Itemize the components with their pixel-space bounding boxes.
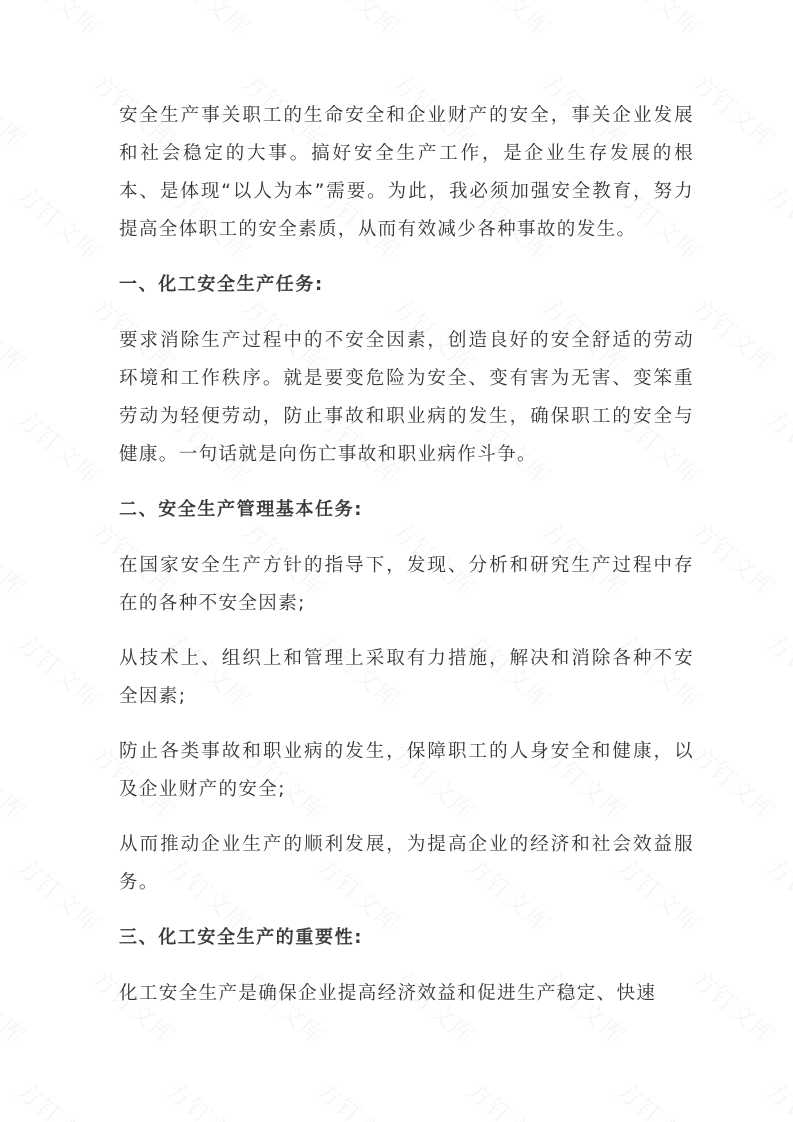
- watermark-text: [10, 400, 109, 491]
- watermark-text: [685, 288, 784, 379]
- watermark-text: [0, 64, 35, 155]
- watermark-text: [760, 624, 793, 715]
- section-2-item-1: 在国家安全生产方针的指导下，发现、分析和研究生产过程中存在的各种不安全因素;: [119, 555, 694, 614]
- watermark-text: [610, 1072, 709, 1122]
- watermark-text: [685, 512, 784, 603]
- watermark-text: [160, 0, 259, 43]
- watermark-text: [10, 624, 109, 715]
- watermark-text: [310, 0, 409, 43]
- watermark-text: [760, 848, 793, 939]
- watermark-text: [760, 1072, 793, 1122]
- section-heading-3: 三、化工安全生产的重要性:: [119, 927, 363, 948]
- watermark-text: [10, 0, 109, 43]
- watermark-text: [10, 1072, 109, 1122]
- watermark-text: [760, 400, 793, 491]
- section-1-paragraph: 要求消除生产过程中的不安全因素，创造良好的安全舒适的劳动环境和工作秩序。就是要变危险为安全、变有害为无害、变笨重劳动为轻便劳动，防止事故和职业病的发生，确保职工的安全与健康。一句话就是向伤亡事故和职业病作斗争。: [119, 330, 694, 465]
- section-2-item-3: 防止各类事故和职业病的发生，保障职工的人身安全和健康，以及企业财产的安全;: [119, 741, 694, 800]
- section-3-paragraph: 化工安全生产是确保企业提高经济效益和促进生产稳定、快速: [119, 983, 657, 1004]
- watermark-text: [685, 64, 784, 155]
- section-2-item-4: 从而推动企业生产的顺利发展，为提高企业的经济和社会效益服务。: [119, 834, 694, 893]
- watermark-text: [310, 1072, 409, 1122]
- document-body: [119, 97, 694, 1030]
- section-heading-2: 二、安全生产管理基本任务:: [119, 499, 363, 520]
- watermark-text: [685, 960, 784, 1051]
- section-2-item-2: 从技术上、组织上和管理上采取有力措施，解决和消除各种不安全因素;: [119, 648, 694, 707]
- watermark-text: [610, 0, 709, 43]
- watermark-text: [760, 176, 793, 267]
- intro-paragraph: 安全生产事关职工的生命安全和企业财产的安全，事关企业发展和社会稳定的大事。搞好安全生产工作，是企业生存发展的根本、是体现“以人为本”需要。为此，我必须加强安全教育，努力提高全体职工的安全素质，从而有效减少各种事故的发生。: [119, 105, 694, 240]
- watermark-text: [0, 512, 35, 603]
- watermark-text: [10, 848, 109, 939]
- watermark-text: [0, 288, 35, 379]
- watermark-text: [10, 176, 109, 267]
- watermark-text: [0, 736, 35, 827]
- watermark-text: [760, 0, 793, 43]
- watermark-text: [160, 1072, 259, 1122]
- watermark-text: [460, 1072, 559, 1122]
- section-heading-1: 一、化工安全生产任务:: [119, 274, 324, 295]
- watermark-text: [460, 0, 559, 43]
- watermark-text: [685, 736, 784, 827]
- watermark-text: [0, 960, 35, 1051]
